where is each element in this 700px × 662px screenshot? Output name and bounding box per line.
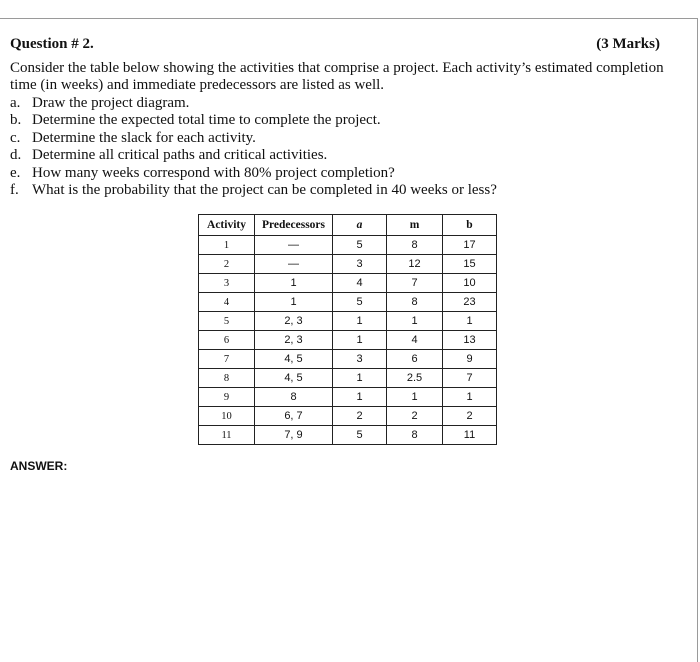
task-item xyxy=(10,182,650,199)
table-row xyxy=(199,312,497,331)
cell-b: 13 xyxy=(443,331,497,350)
cell-predecessors: 7, 9 xyxy=(255,426,333,445)
cell-predecessors: 1 xyxy=(255,274,333,293)
cell-m: 1 xyxy=(387,312,443,331)
task-item xyxy=(10,112,650,129)
cell-activity: 2 xyxy=(199,255,255,274)
table-body xyxy=(199,236,497,445)
cell-activity: 1 xyxy=(199,236,255,255)
task-text: How many weeks correspond with 80% project completion? xyxy=(32,164,395,181)
cell-a: 5 xyxy=(333,426,387,445)
cell-predecessors: 1 xyxy=(255,293,333,312)
table-row xyxy=(199,426,497,445)
cell-b: 7 xyxy=(443,369,497,388)
table-header-row xyxy=(199,215,497,236)
task-text: What is the probability that the project can be completed in 40 weeks or less? xyxy=(32,182,497,199)
cell-a: 5 xyxy=(333,236,387,255)
cell-m: 12 xyxy=(387,255,443,274)
cell-a: 1 xyxy=(333,312,387,331)
cell-activity: 5 xyxy=(199,312,255,331)
cell-activity: 11 xyxy=(199,426,255,445)
cell-m: 4 xyxy=(387,331,443,350)
task-letter: f. xyxy=(10,182,19,199)
cell-a: 2 xyxy=(333,407,387,426)
table-row xyxy=(199,407,497,426)
table-row xyxy=(199,369,497,388)
cell-activity: 10 xyxy=(199,407,255,426)
header-a: a xyxy=(333,215,387,236)
cell-predecessors: 6, 7 xyxy=(255,407,333,426)
cell-m: 6 xyxy=(387,350,443,369)
task-letter: d. xyxy=(10,147,22,164)
cell-predecessors: 4, 5 xyxy=(255,350,333,369)
header-m: m xyxy=(387,215,443,236)
header-activity: Activity xyxy=(199,215,255,236)
cell-a: 1 xyxy=(333,331,387,350)
table-row xyxy=(199,388,497,407)
cell-b: 17 xyxy=(443,236,497,255)
cell-b: 11 xyxy=(443,426,497,445)
cell-m: 8 xyxy=(387,236,443,255)
cell-b: 9 xyxy=(443,350,497,369)
cell-activity: 6 xyxy=(199,331,255,350)
cell-predecessors: 2, 3 xyxy=(255,312,333,331)
cell-b: 1 xyxy=(443,388,497,407)
activity-table xyxy=(198,214,497,445)
table-row xyxy=(199,293,497,312)
cell-m: 2.5 xyxy=(387,369,443,388)
cell-predecessors: 2, 3 xyxy=(255,331,333,350)
question-header xyxy=(10,36,660,56)
task-text: Draw the project diagram. xyxy=(32,95,190,111)
cell-predecessors: — xyxy=(255,255,333,274)
table-row xyxy=(199,331,497,350)
cell-b: 23 xyxy=(443,293,497,312)
cell-b: 2 xyxy=(443,407,497,426)
question-title: Question # 2. xyxy=(10,36,94,52)
task-item xyxy=(10,95,650,112)
task-letter: e. xyxy=(10,164,21,181)
task-letter: a. xyxy=(10,95,21,111)
cell-m: 8 xyxy=(387,426,443,445)
cell-a: 3 xyxy=(333,255,387,274)
task-text: Determine all critical paths and critical activities. xyxy=(32,147,328,164)
cell-a: 1 xyxy=(333,369,387,388)
cell-activity: 9 xyxy=(199,388,255,407)
cell-m: 2 xyxy=(387,407,443,426)
task-letter: c. xyxy=(10,129,21,146)
cell-a: 4 xyxy=(333,274,387,293)
cell-activity: 3 xyxy=(199,274,255,293)
header-predecessors: Predecessors xyxy=(255,215,333,236)
question-intro: Consider the table below showing the activities that comprise a project. Each activity’s estimated completion time (in weeks) and immediate predecessors are listed as well. xyxy=(10,60,664,93)
cell-a: 3 xyxy=(333,350,387,369)
cell-b: 15 xyxy=(443,255,497,274)
cell-b: 1 xyxy=(443,312,497,331)
task-letter: b. xyxy=(10,112,22,129)
cell-b: 10 xyxy=(443,274,497,293)
cell-a: 1 xyxy=(333,388,387,407)
task-text: Determine the slack for each activity. xyxy=(32,129,256,146)
cell-predecessors: 4, 5 xyxy=(255,369,333,388)
answer-label: ANSWER: xyxy=(10,459,68,473)
cell-activity: 4 xyxy=(199,293,255,312)
header-b: b xyxy=(443,215,497,236)
table-row xyxy=(199,350,497,369)
task-item xyxy=(10,147,650,164)
question-marks: (3 Marks) xyxy=(596,36,660,52)
cell-m: 1 xyxy=(387,388,443,407)
task-item xyxy=(10,130,650,147)
task-text: Determine the expected total time to complete the project. xyxy=(32,112,381,129)
table-row xyxy=(199,236,497,255)
cell-activity: 7 xyxy=(199,350,255,369)
task-list xyxy=(10,95,650,199)
cell-a: 5 xyxy=(333,293,387,312)
cell-activity: 8 xyxy=(199,369,255,388)
cell-m: 7 xyxy=(387,274,443,293)
cell-predecessors: — xyxy=(255,236,333,255)
table-row xyxy=(199,255,497,274)
cell-m: 8 xyxy=(387,293,443,312)
table-row xyxy=(199,274,497,293)
task-item xyxy=(10,165,650,182)
cell-predecessors: 8 xyxy=(255,388,333,407)
